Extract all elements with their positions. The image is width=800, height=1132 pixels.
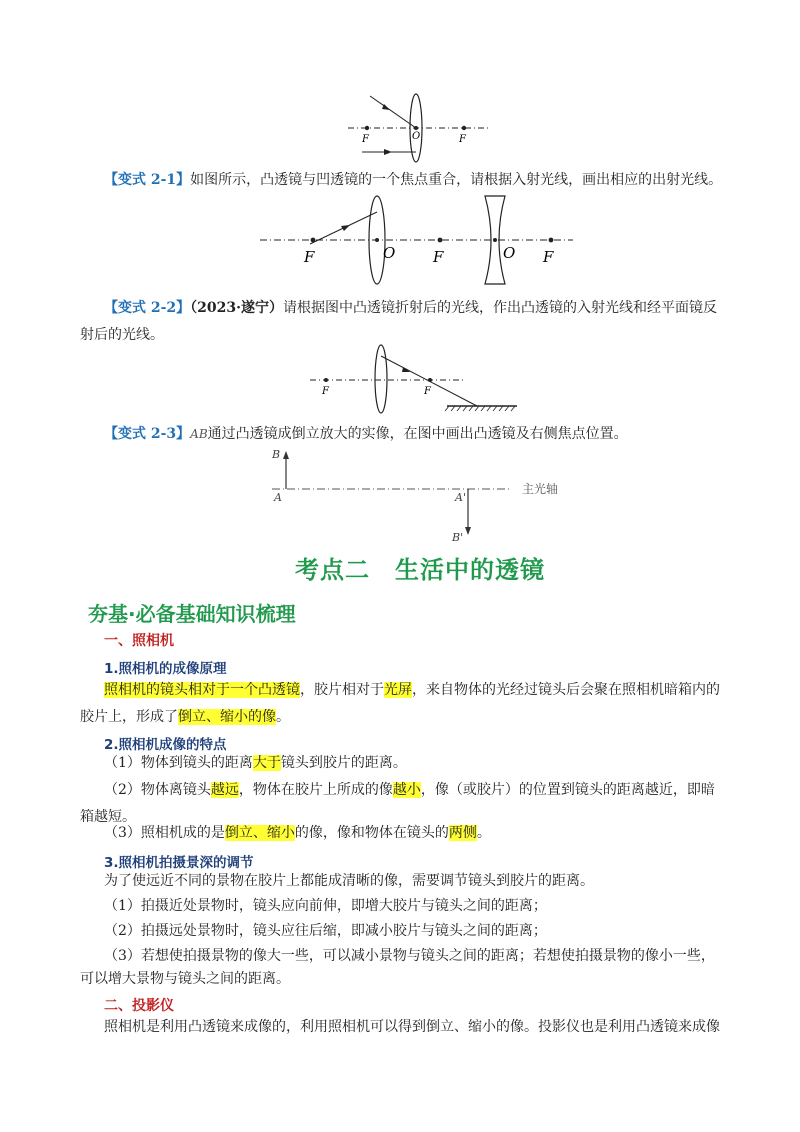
label-o: O (412, 131, 421, 142)
label-f: F (304, 248, 315, 266)
mirror-hatching (445, 406, 515, 411)
depth-item-1: （1）拍摄近处景物时，镜头应向前伸，即增大胶片与镜头之间的距离； (104, 898, 547, 914)
optical-center (375, 238, 379, 242)
feature-item-3: （3）照相机成的是倒立、缩小的像，像和物体在镜头的两侧。 (104, 825, 491, 841)
question-text: 如图所示，凸透镜与凹透镜的一个焦点重合，请根据入射光线，画出相应的出射光线。 (190, 172, 723, 188)
projector-paragraph: 照相机是利用凸透镜来成像的，利用照相机可以得到倒立、缩小的像。投影仪也是利用凸透镜来成像 (104, 1019, 720, 1035)
focus-point (324, 378, 328, 382)
highlight: 光屏 (384, 682, 412, 698)
question-source: （2023·遂宁） (190, 300, 284, 316)
figure-object-image (262, 445, 572, 545)
label-f: F (543, 248, 554, 266)
highlight: 两侧 (448, 825, 477, 841)
feature-item-2: （2）物体离镜头越远，物体在胶片上所成的像越小，像（或胶片）的位置到镜头的距离越近，即暗 (104, 782, 715, 798)
highlight: 越远 (210, 782, 239, 798)
focus-point (428, 378, 432, 382)
arrow-down-icon (465, 527, 471, 535)
variant-2-2-paragraph (104, 295, 732, 322)
subsection-title: 夯基·必备基础知识梳理 (88, 602, 296, 626)
variant-tag: 【变式 2-2】 (104, 300, 191, 316)
feature-item-2-line2: 箱越短。 (80, 809, 136, 825)
label-f: F (322, 386, 329, 397)
label-f: F (433, 248, 444, 266)
heading-depth-adjust: 3.照相机拍摄景深的调节 (104, 855, 254, 871)
label-b-prime: B' (452, 531, 464, 544)
heading-camera-features: 2.照相机成像的特点 (104, 737, 227, 753)
label-o: O (503, 244, 516, 262)
label-b: B (272, 448, 281, 461)
focus-point (438, 238, 443, 243)
arrow-icon (384, 149, 392, 155)
highlight: 倒立、缩小的像 (178, 709, 276, 725)
highlight: 照相机的镜头相对于一个凸透镜 (104, 682, 300, 698)
optical-center (493, 238, 497, 242)
focus-point (311, 238, 316, 243)
question-text: 通过凸透镜成倒立放大的实像，在图中画出凸透镜及右侧焦点位置。 (207, 426, 628, 442)
label-f: F (459, 134, 466, 145)
question-text: 请根据图中凸透镜折射后的光线，作出凸透镜的入射光线和经平面镜反 (283, 300, 718, 316)
question-text-line2: 射后的光线。 (80, 327, 164, 343)
feature-item-1: （1）物体到镜头的距离大于镜头到胶片的距离。 (104, 755, 407, 771)
heading-projector: 二、投影仪 (104, 998, 174, 1014)
label-f: F (362, 134, 369, 145)
figure-convex-concave-lens (255, 192, 580, 287)
arrow-up-icon (283, 451, 289, 459)
depth-item-3-line2: 可以增大景物与镜头之间的距离。 (80, 971, 290, 987)
camera-principle-line2: 胶片上，形成了倒立、缩小的像。 (80, 709, 290, 725)
variant-tag: 【变式 2-3】 (104, 426, 191, 442)
highlight: 倒立、缩小 (224, 825, 295, 841)
depth-intro: 为了使远近不同的景物在胶片上都能成清晰的像，需要调节镜头到胶片的距离。 (104, 873, 594, 889)
label-principal-axis: 主光轴 (522, 482, 559, 496)
optical-center (414, 126, 418, 130)
variant-2-1-paragraph (104, 167, 732, 194)
variant-2-3-paragraph (104, 421, 732, 448)
heading-camera-principle: 1.照相机的成像原理 (104, 661, 227, 677)
label-a-prime: A' (455, 491, 466, 504)
object-ab: AB (190, 427, 208, 441)
arrow-icon (341, 225, 350, 231)
depth-item-2: （2）拍摄远处景物时，镜头应往后缩，即减小胶片与镜头之间的距离； (104, 923, 547, 939)
figure-convex-lens-1 (340, 90, 500, 165)
label-f: F (424, 386, 431, 397)
highlight: 大于 (252, 755, 281, 771)
heading-camera: 一、照相机 (104, 633, 174, 649)
section-title: 考点二 生活中的透镜 (295, 556, 545, 584)
incident-ray-1 (370, 96, 416, 128)
label-a: A (274, 491, 282, 504)
variant-tag: 【变式 2-1】 (104, 172, 191, 188)
focus-point (462, 126, 466, 130)
camera-principle-paragraph: 照相机的镜头相对于一个凸透镜，胶片相对于光屏，来自物体的光经过镜头后会聚在照相机暗箱内的 (104, 682, 720, 698)
depth-item-3: （3）若想使拍摄景物的像大一些，可以减小景物与镜头之间的距离；若想使拍摄景物的像小一些， (104, 948, 715, 964)
convex-lens (375, 345, 387, 413)
focus-point (549, 238, 554, 243)
figure-lens-mirror (305, 343, 525, 415)
focus-point (365, 126, 369, 130)
label-o: O (383, 244, 396, 262)
highlight: 越小 (392, 782, 421, 798)
arrow-icon (402, 367, 410, 372)
